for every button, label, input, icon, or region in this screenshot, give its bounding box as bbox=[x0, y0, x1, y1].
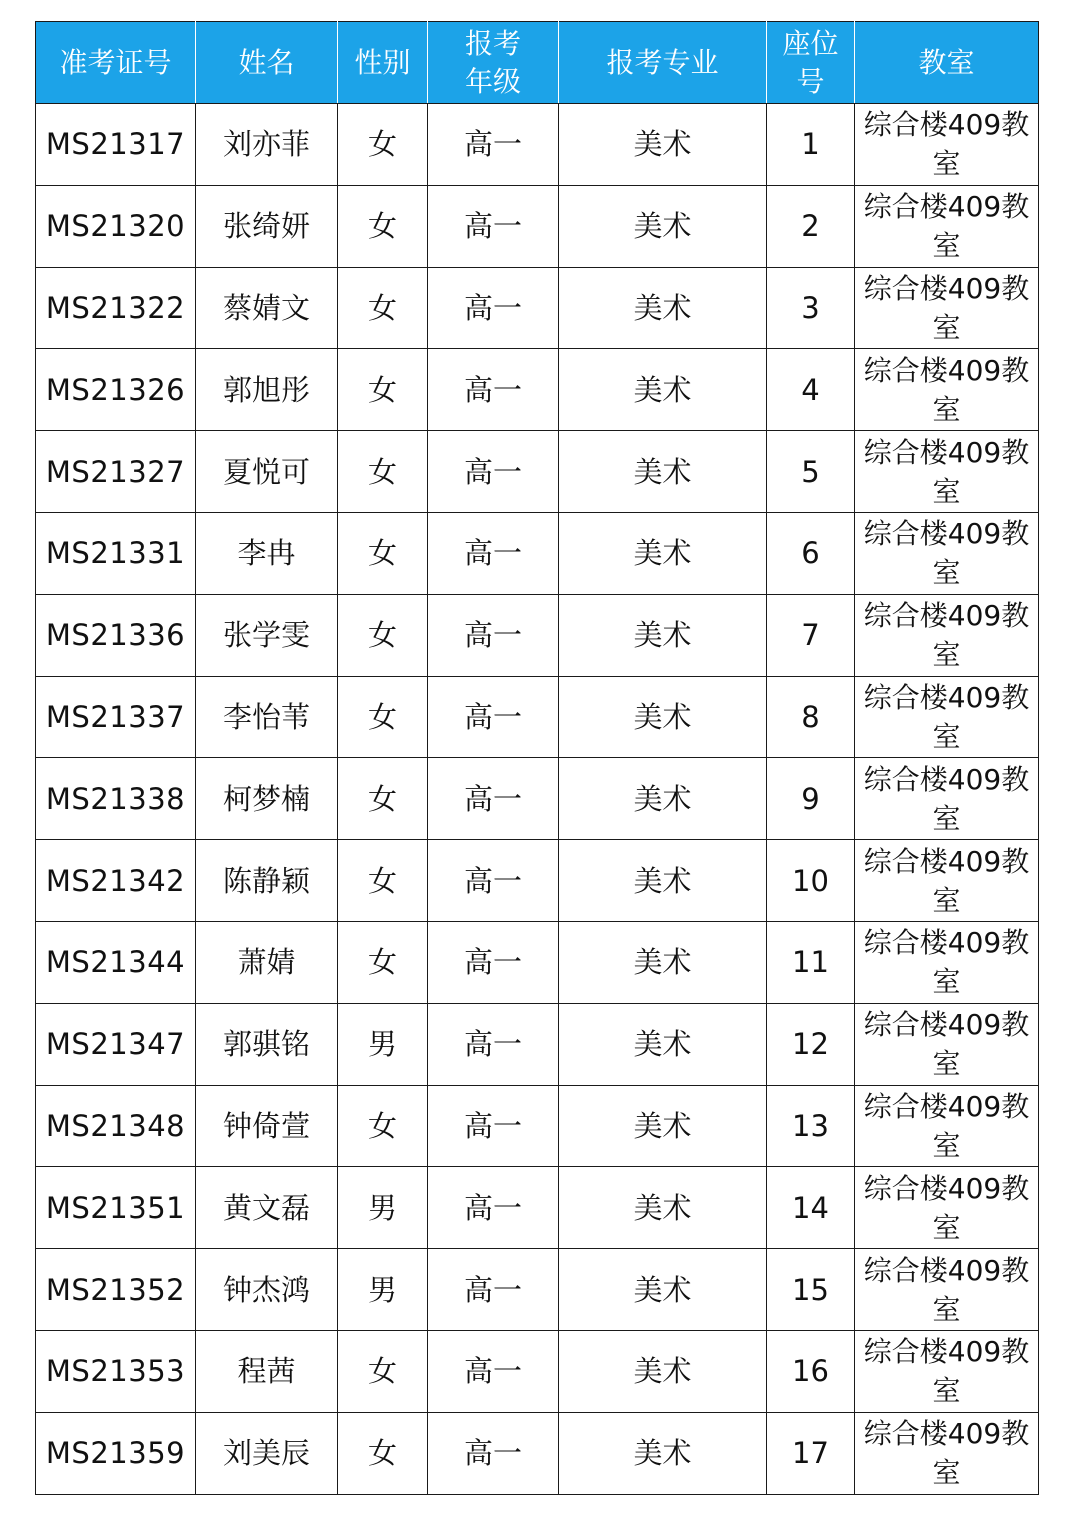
cell-room-line2: 室 bbox=[932, 556, 961, 590]
cell-gender: 女 bbox=[338, 431, 428, 513]
cell-name: 夏悦可 bbox=[196, 431, 338, 513]
cell-name: 陈静颖 bbox=[196, 840, 338, 922]
cell-name: 郭旭彤 bbox=[196, 349, 338, 431]
column-header-gender: 性别 bbox=[338, 22, 428, 104]
cell-room-line2: 室 bbox=[932, 965, 961, 999]
cell-gender: 女 bbox=[338, 758, 428, 840]
cell-major: 美术 bbox=[559, 104, 767, 186]
cell-seat: 6 bbox=[767, 512, 855, 594]
cell-room-line1: 综合楼409教 bbox=[863, 190, 1030, 224]
cell-room bbox=[855, 104, 1039, 186]
cell-room bbox=[855, 840, 1039, 922]
cell-major: 美术 bbox=[559, 512, 767, 594]
cell-major: 美术 bbox=[559, 431, 767, 513]
cell-exam-id: MS21326 bbox=[36, 349, 196, 431]
cell-seat: 17 bbox=[767, 1412, 855, 1494]
cell-major: 美术 bbox=[559, 676, 767, 758]
cell-room-line1: 综合楼409教 bbox=[863, 108, 1030, 142]
cell-room-line1: 综合楼409教 bbox=[863, 844, 1030, 878]
cell-major: 美术 bbox=[559, 267, 767, 349]
cell-room-line1: 综合楼409教 bbox=[863, 1335, 1030, 1369]
cell-exam-id: MS21347 bbox=[36, 1003, 196, 1085]
table-row bbox=[36, 512, 1039, 594]
cell-name: 萧婧 bbox=[196, 921, 338, 1003]
cell-room bbox=[855, 594, 1039, 676]
cell-seat: 8 bbox=[767, 676, 855, 758]
column-header-seat-line1: 座位 bbox=[782, 26, 839, 60]
cell-exam-id: MS21359 bbox=[36, 1412, 196, 1494]
cell-grade: 高一 bbox=[428, 840, 559, 922]
cell-grade: 高一 bbox=[428, 1003, 559, 1085]
table-row bbox=[36, 185, 1039, 267]
cell-grade: 高一 bbox=[428, 104, 559, 186]
cell-name: 蔡婧文 bbox=[196, 267, 338, 349]
table-header bbox=[36, 22, 1039, 104]
cell-room-line2: 室 bbox=[932, 1128, 961, 1162]
cell-room bbox=[855, 431, 1039, 513]
cell-room-line2: 室 bbox=[932, 638, 961, 672]
cell-room-line2: 室 bbox=[932, 1456, 961, 1490]
column-header-seat-line2: 号 bbox=[796, 64, 825, 98]
cell-gender: 女 bbox=[338, 185, 428, 267]
table-row bbox=[36, 921, 1039, 1003]
cell-seat: 7 bbox=[767, 594, 855, 676]
table-row bbox=[36, 1330, 1039, 1412]
cell-room-line1: 综合楼409教 bbox=[863, 353, 1030, 387]
table-row bbox=[36, 267, 1039, 349]
cell-major: 美术 bbox=[559, 594, 767, 676]
cell-room bbox=[855, 1003, 1039, 1085]
cell-room-line1: 综合楼409教 bbox=[863, 1089, 1030, 1123]
cell-gender: 女 bbox=[338, 676, 428, 758]
cell-room bbox=[855, 267, 1039, 349]
table-row bbox=[36, 1249, 1039, 1331]
cell-grade: 高一 bbox=[428, 512, 559, 594]
cell-name: 李冉 bbox=[196, 512, 338, 594]
table-row bbox=[36, 349, 1039, 431]
cell-room-line2: 室 bbox=[932, 474, 961, 508]
cell-gender: 女 bbox=[338, 349, 428, 431]
cell-grade: 高一 bbox=[428, 594, 559, 676]
cell-grade: 高一 bbox=[428, 1412, 559, 1494]
cell-major: 美术 bbox=[559, 1249, 767, 1331]
cell-gender: 女 bbox=[338, 104, 428, 186]
cell-major: 美术 bbox=[559, 921, 767, 1003]
cell-exam-id: MS21348 bbox=[36, 1085, 196, 1167]
header-row bbox=[36, 22, 1039, 104]
cell-grade: 高一 bbox=[428, 349, 559, 431]
cell-gender: 男 bbox=[338, 1167, 428, 1249]
cell-grade: 高一 bbox=[428, 1167, 559, 1249]
cell-seat: 13 bbox=[767, 1085, 855, 1167]
cell-gender: 女 bbox=[338, 512, 428, 594]
table-row bbox=[36, 1085, 1039, 1167]
cell-room bbox=[855, 1085, 1039, 1167]
cell-room-line2: 室 bbox=[932, 1210, 961, 1244]
cell-room-line1: 综合楼409教 bbox=[863, 271, 1030, 305]
cell-room-line1: 综合楼409教 bbox=[863, 1008, 1030, 1042]
cell-seat: 10 bbox=[767, 840, 855, 922]
cell-room-line1: 综合楼409教 bbox=[863, 926, 1030, 960]
table-row bbox=[36, 431, 1039, 513]
cell-seat: 11 bbox=[767, 921, 855, 1003]
cell-room-line2: 室 bbox=[932, 1374, 961, 1408]
column-header-grade-line2: 年级 bbox=[464, 64, 521, 98]
cell-room-line2: 室 bbox=[932, 801, 961, 835]
cell-grade: 高一 bbox=[428, 758, 559, 840]
cell-exam-id: MS21342 bbox=[36, 840, 196, 922]
table-row bbox=[36, 758, 1039, 840]
cell-major: 美术 bbox=[559, 1330, 767, 1412]
cell-gender: 男 bbox=[338, 1249, 428, 1331]
cell-name: 程茜 bbox=[196, 1330, 338, 1412]
cell-room-line2: 室 bbox=[932, 1047, 961, 1081]
cell-name: 张绮妍 bbox=[196, 185, 338, 267]
cell-room-line1: 综合楼409教 bbox=[863, 1253, 1030, 1287]
cell-gender: 女 bbox=[338, 921, 428, 1003]
cell-room-line1: 综合楼409教 bbox=[863, 435, 1030, 469]
column-header-name: 姓名 bbox=[196, 22, 338, 104]
cell-room-line1: 综合楼409教 bbox=[863, 599, 1030, 633]
cell-grade: 高一 bbox=[428, 676, 559, 758]
table-row bbox=[36, 594, 1039, 676]
cell-gender: 女 bbox=[338, 840, 428, 922]
cell-major: 美术 bbox=[559, 1085, 767, 1167]
cell-major: 美术 bbox=[559, 1412, 767, 1494]
cell-room-line2: 室 bbox=[932, 1292, 961, 1326]
table-row bbox=[36, 1003, 1039, 1085]
table-body bbox=[36, 104, 1039, 1495]
cell-major: 美术 bbox=[559, 1003, 767, 1085]
cell-seat: 5 bbox=[767, 431, 855, 513]
cell-exam-id: MS21331 bbox=[36, 512, 196, 594]
cell-major: 美术 bbox=[559, 349, 767, 431]
cell-seat: 15 bbox=[767, 1249, 855, 1331]
cell-major: 美术 bbox=[559, 185, 767, 267]
cell-room-line1: 综合楼409教 bbox=[863, 680, 1030, 714]
cell-major: 美术 bbox=[559, 840, 767, 922]
cell-room bbox=[855, 349, 1039, 431]
cell-name: 钟倚萱 bbox=[196, 1085, 338, 1167]
cell-room bbox=[855, 758, 1039, 840]
cell-room bbox=[855, 512, 1039, 594]
cell-gender: 女 bbox=[338, 1085, 428, 1167]
cell-major: 美术 bbox=[559, 1167, 767, 1249]
cell-name: 刘美辰 bbox=[196, 1412, 338, 1494]
cell-exam-id: MS21351 bbox=[36, 1167, 196, 1249]
cell-seat: 14 bbox=[767, 1167, 855, 1249]
cell-seat: 2 bbox=[767, 185, 855, 267]
cell-room-line1: 综合楼409教 bbox=[863, 1171, 1030, 1205]
cell-exam-id: MS21344 bbox=[36, 921, 196, 1003]
cell-exam-id: MS21352 bbox=[36, 1249, 196, 1331]
cell-grade: 高一 bbox=[428, 1330, 559, 1412]
cell-exam-id: MS21327 bbox=[36, 431, 196, 513]
column-header-room: 教室 bbox=[855, 22, 1039, 104]
column-header-major: 报考专业 bbox=[559, 22, 767, 104]
cell-gender: 女 bbox=[338, 1330, 428, 1412]
cell-major: 美术 bbox=[559, 758, 767, 840]
cell-room-line2: 室 bbox=[932, 883, 961, 917]
table-row bbox=[36, 840, 1039, 922]
cell-grade: 高一 bbox=[428, 1085, 559, 1167]
cell-name: 柯梦楠 bbox=[196, 758, 338, 840]
cell-grade: 高一 bbox=[428, 267, 559, 349]
cell-room-line2: 室 bbox=[932, 392, 961, 426]
cell-seat: 1 bbox=[767, 104, 855, 186]
cell-seat: 9 bbox=[767, 758, 855, 840]
table-row bbox=[36, 104, 1039, 186]
cell-room bbox=[855, 1167, 1039, 1249]
cell-gender: 男 bbox=[338, 1003, 428, 1085]
cell-exam-id: MS21317 bbox=[36, 104, 196, 186]
exam-seating-table bbox=[35, 21, 1039, 1495]
cell-exam-id: MS21320 bbox=[36, 185, 196, 267]
cell-gender: 女 bbox=[338, 594, 428, 676]
column-header-exam-id: 准考证号 bbox=[36, 22, 196, 104]
cell-exam-id: MS21336 bbox=[36, 594, 196, 676]
cell-exam-id: MS21337 bbox=[36, 676, 196, 758]
cell-room bbox=[855, 921, 1039, 1003]
cell-seat: 4 bbox=[767, 349, 855, 431]
cell-room bbox=[855, 185, 1039, 267]
table-row bbox=[36, 1412, 1039, 1494]
cell-grade: 高一 bbox=[428, 1249, 559, 1331]
cell-room-line2: 室 bbox=[932, 229, 961, 263]
cell-room-line1: 综合楼409教 bbox=[863, 517, 1030, 551]
cell-gender: 女 bbox=[338, 267, 428, 349]
cell-room bbox=[855, 676, 1039, 758]
cell-room-line2: 室 bbox=[932, 310, 961, 344]
cell-room-line2: 室 bbox=[932, 719, 961, 753]
column-header-grade-line1: 报考 bbox=[464, 26, 521, 60]
cell-name: 钟杰鸿 bbox=[196, 1249, 338, 1331]
column-header-grade bbox=[428, 22, 559, 104]
table-row bbox=[36, 1167, 1039, 1249]
cell-exam-id: MS21353 bbox=[36, 1330, 196, 1412]
cell-gender: 女 bbox=[338, 1412, 428, 1494]
cell-room-line2: 室 bbox=[932, 147, 961, 181]
cell-grade: 高一 bbox=[428, 185, 559, 267]
cell-name: 刘亦菲 bbox=[196, 104, 338, 186]
column-header-seat bbox=[767, 22, 855, 104]
cell-seat: 16 bbox=[767, 1330, 855, 1412]
cell-grade: 高一 bbox=[428, 921, 559, 1003]
cell-name: 张学雯 bbox=[196, 594, 338, 676]
cell-room bbox=[855, 1249, 1039, 1331]
cell-room bbox=[855, 1412, 1039, 1494]
cell-name: 黄文磊 bbox=[196, 1167, 338, 1249]
cell-exam-id: MS21338 bbox=[36, 758, 196, 840]
cell-room-line1: 综合楼409教 bbox=[863, 1417, 1030, 1451]
cell-name: 郭骐铭 bbox=[196, 1003, 338, 1085]
table-row bbox=[36, 676, 1039, 758]
cell-grade: 高一 bbox=[428, 431, 559, 513]
cell-seat: 3 bbox=[767, 267, 855, 349]
cell-name: 李怡苇 bbox=[196, 676, 338, 758]
cell-room bbox=[855, 1330, 1039, 1412]
cell-seat: 12 bbox=[767, 1003, 855, 1085]
cell-room-line1: 综合楼409教 bbox=[863, 762, 1030, 796]
cell-exam-id: MS21322 bbox=[36, 267, 196, 349]
